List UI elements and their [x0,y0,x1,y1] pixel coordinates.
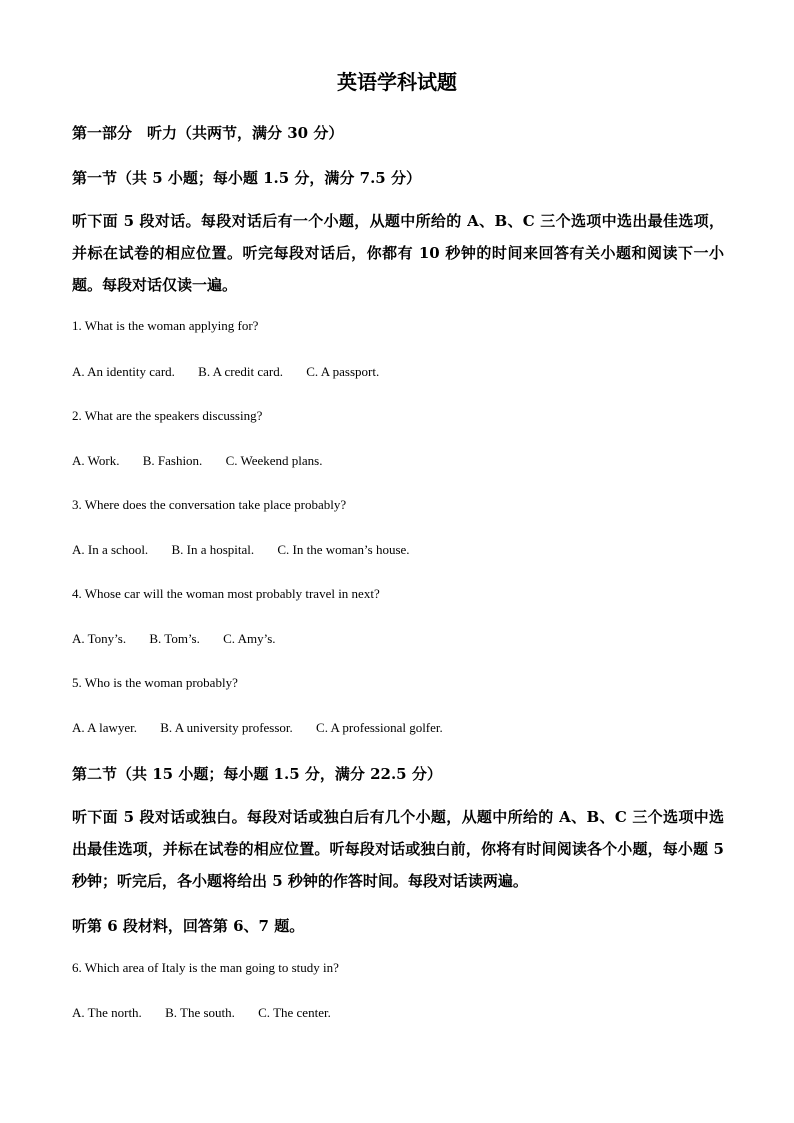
option-a: A. A lawyer. [72,720,137,735]
question-6-options [72,1005,351,1021]
option-b: B. Tom’s. [149,631,200,646]
option-a: A. An identity card. [72,364,175,379]
part1-heading: 第一部分 听力（共两节，满分 30 分） [72,124,344,142]
question-1-options [72,364,399,380]
question-3: 3. Where does the conversation take place probably? [72,497,347,512]
option-a: A. Tony’s. [72,631,127,646]
question-6: 6. Which area of Italy is the man going to study in? [72,960,339,975]
material-heading: 听第 6 段材料，回答第 6、7 题。 [72,917,305,935]
question-2: 2. What are the speakers discussing? [72,408,263,423]
option-c: C. A passport. [306,364,380,379]
question-1: 1. What is the woman applying for? [72,318,259,333]
question-3-options [72,542,430,558]
question-4: 4. Whose car will the woman most probably travel in next? [72,586,380,601]
option-b: B. Fashion. [142,453,203,468]
question-4-options [72,631,296,647]
option-b: B. A credit card. [198,364,283,379]
option-c: C. Weekend plans. [225,453,323,468]
question-2-options [72,453,342,469]
option-a: A. Work. [72,453,120,468]
option-b: B. A university professor. [160,720,293,735]
option-c: C. The center. [258,1005,331,1020]
option-c: C. In the woman’s house. [277,542,410,557]
option-b: B. The south. [165,1005,235,1020]
option-c: C. Amy’s. [223,631,276,646]
question-5: 5. Who is the woman probably? [72,675,238,690]
section2-instructions: 听下面 5 段对话或独白。每段对话或独白后有几个小题，从题中所给的 A、B、C 三个选项中选出最佳选项，并标在试卷的相应位置。听每段对话或独白前，你将有时间阅读各个小题，每小题 5 秒钟；听完后，各小题将给出 5 秒钟的作答时间。每段对话读两遍。 [72,808,724,890]
page-title: 英语学科试题 [337,70,457,94]
option-c: C. A professional golfer. [316,720,443,735]
section2-heading: 第二节（共 15 小题；每小题 1.5 分，满分 22.5 分） [72,765,442,783]
question-5-options [72,720,463,736]
section1-instructions: 听下面 5 段对话。每段对话后有一个小题，从题中所给的 A、B、C 三个选项中选出最佳选项，并标在试卷的相应位置。听完每段对话后，你都有 10 秒钟的时间来回答有关小题和阅读下一小题。每段对话仅读一遍。 [72,212,724,294]
section1-heading: 第一节（共 5 小题；每小题 1.5 分，满分 7.5 分） [72,169,421,187]
option-a: A. The north. [72,1005,142,1020]
option-a: A. In a school. [72,542,149,557]
option-b: B. In a hospital. [171,542,255,557]
